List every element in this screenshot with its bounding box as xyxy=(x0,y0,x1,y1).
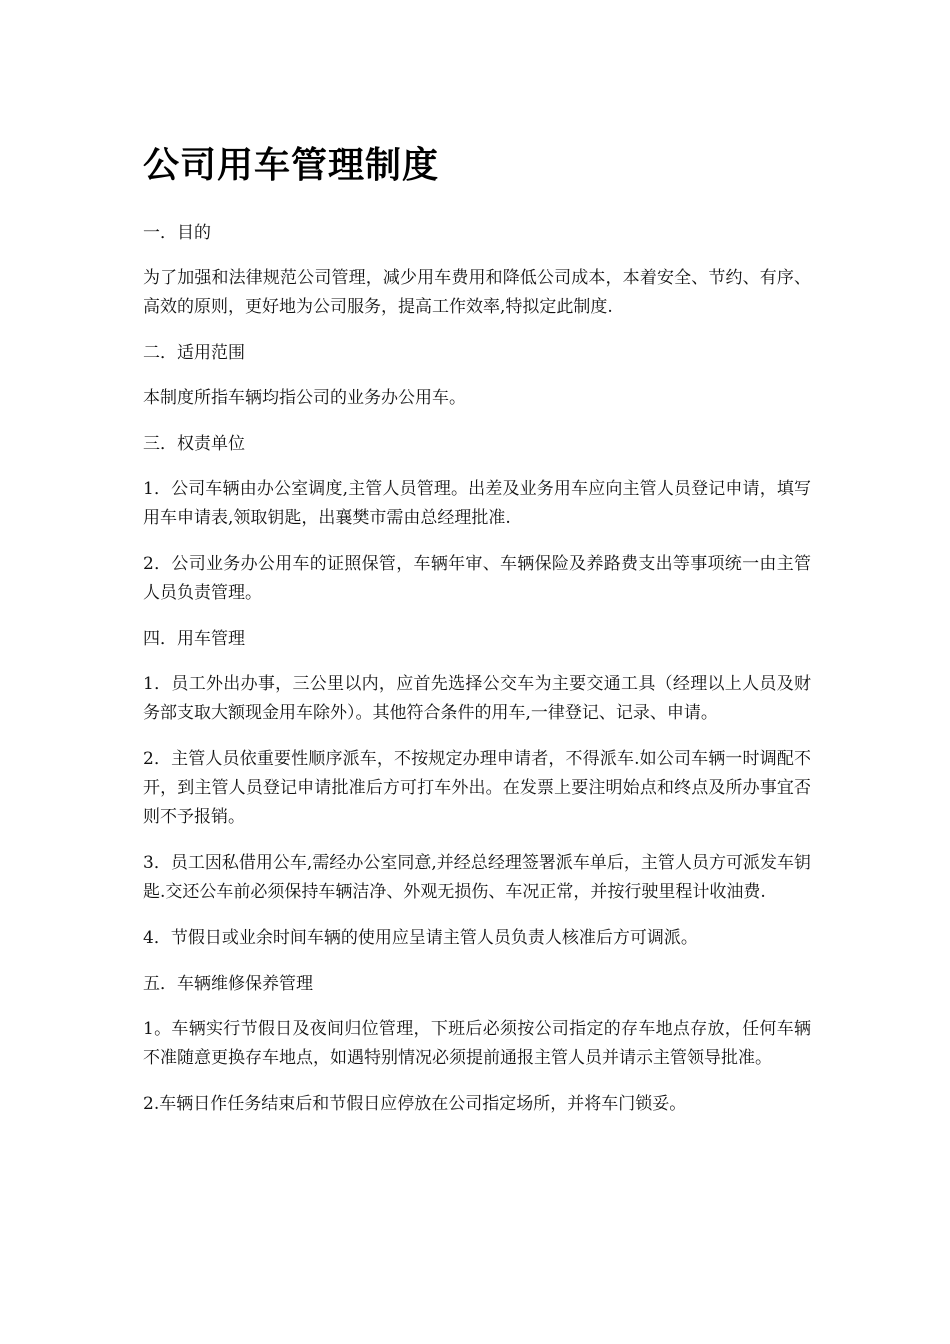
section-heading-maintenance: 五．车辆维修保养管理 xyxy=(143,974,313,994)
section-heading-scope: 二．适用范围 xyxy=(143,343,245,363)
section-vehicle-use-item-3: 3．员工因私借用公车,需经办公室同意,并经总经理签署派车单后，主管人员方可派发车钥匙.交还公车前必须保持车辆洁净、外观无损伤、车况正常，并按行驶里程计收油费. xyxy=(143,853,811,902)
section-vehicle-use-item-2: 2．主管人员依重要性顺序派车，不按规定办理申请者，不得派车.如公司车辆一时调配不开，到主管人员登记申请批准后方可打车外出。在发票上要注明始点和终点及所办事宜否则不予报销。 xyxy=(143,749,811,827)
section-heading-responsibility: 三．权责单位 xyxy=(143,434,245,454)
section-purpose-paragraph: 为了加强和法律规范公司管理，减少用车费用和降低公司成本，本着安全、节约、有序、高效的原则，更好地为公司服务，提高工作效率,特拟定此制度. xyxy=(143,268,811,317)
section-maintenance-item-1: 1。车辆实行节假日及夜间归位管理，下班后必须按公司指定的存车地点存放，任何车辆不准随意更换存车地点，如遇特别情况必须提前通报主管人员并请示主管领导批准。 xyxy=(143,1019,811,1068)
section-vehicle-use-item-1: 1．员工外出办事，三公里以内，应首先选择公交车为主要交通工具（经理以上人员及财务部支取大额现金用车除外）。其他符合条件的用车,一律登记、记录、申请。 xyxy=(143,674,811,723)
section-maintenance-item-2: 2.车辆日作任务结束后和节假日应停放在公司指定场所，并将车门锁妥。 xyxy=(143,1094,687,1114)
document-page xyxy=(143,138,811,1119)
section-scope-paragraph: 本制度所指车辆均指公司的业务办公用车。 xyxy=(143,388,466,408)
section-responsibility-item-2: 2．公司业务办公用车的证照保管，车辆年审、车辆保险及养路费支出等事项统一由主管人员负责管理。 xyxy=(143,554,811,603)
section-heading-vehicle-use: 四．用车管理 xyxy=(143,629,245,649)
document-title: 公司用车管理制度 xyxy=(143,145,440,186)
section-heading-purpose: 一．目的 xyxy=(143,223,211,243)
section-responsibility-item-1: 1．公司车辆由办公室调度,主管人员管理。出差及业务用车应向主管人员登记申请，填写用车申请表,领取钥匙，出襄樊市需由总经理批准. xyxy=(143,479,811,528)
section-vehicle-use-item-4: 4．节假日或业余时间车辆的使用应呈请主管人员负责人核准后方可调派。 xyxy=(143,928,698,948)
